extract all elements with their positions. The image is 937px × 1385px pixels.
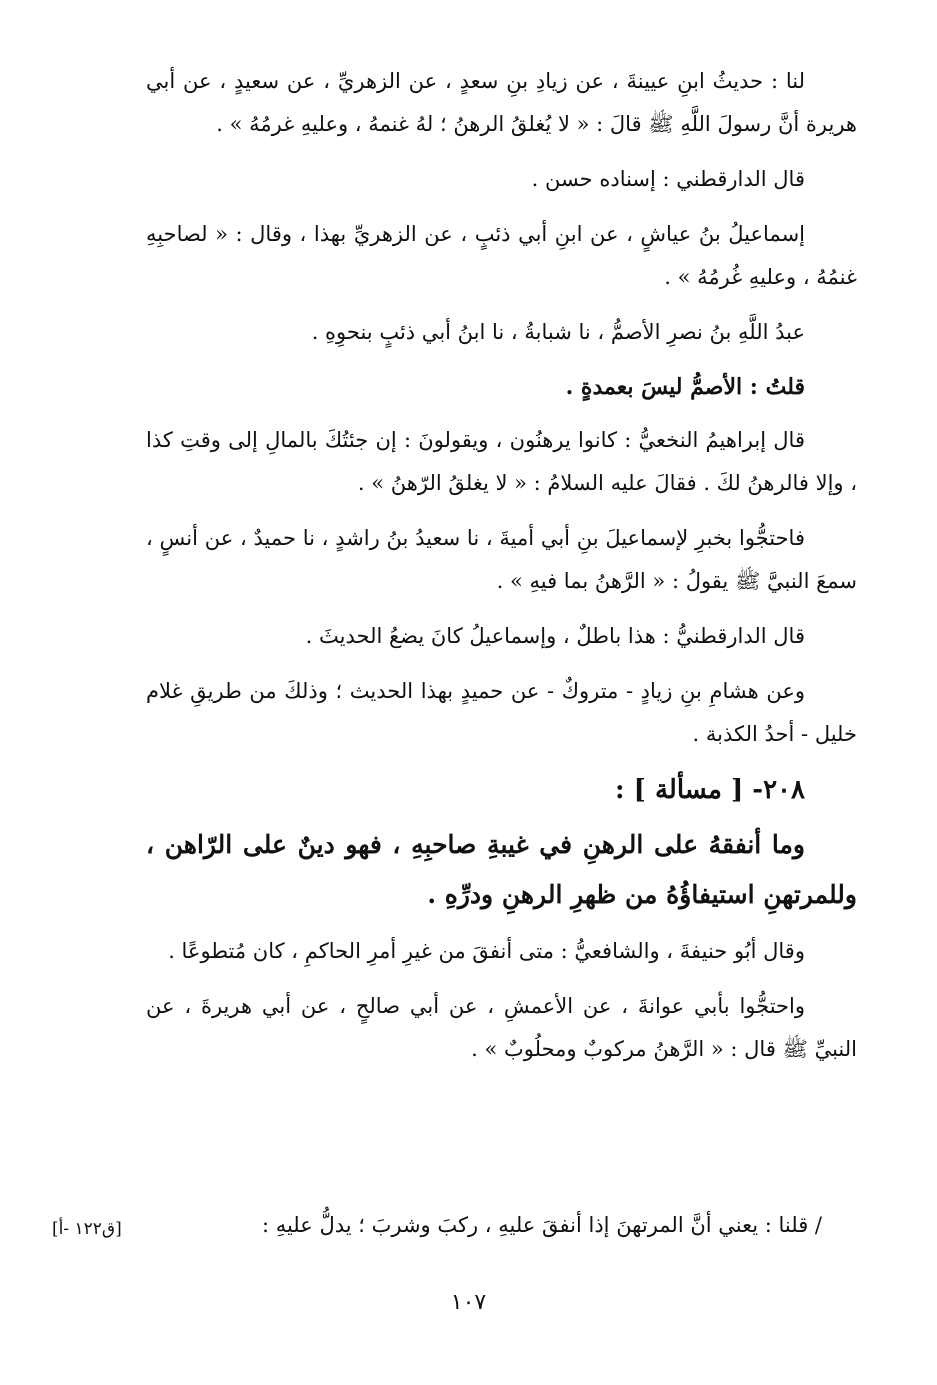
issue-heading: ٢٠٨- [ مسألة ] : <box>614 775 805 805</box>
paragraph-8: قال الدارقطنيُّ : هذا باطلٌ ، وإسماعيلُ كانَ يضعُ الحديثَ . <box>305 624 805 648</box>
paragraph-4: عبدُ اللَّهِ بنُ نصرِ الأصمُّ ، نا شبابةُ ، نا ابنُ أبي ذئبٍ بنحوِهِ . <box>311 320 805 344</box>
manuscript-folio-ref: [ق١٢٢ -أ] <box>52 1219 122 1239</box>
paragraph-1: لنا : حديثُ ابنِ عيينةَ ، عن زيادِ بنِ سعدٍ ، عن الزهريِّ ، عن سعيدٍ ، عن أبي هريرة أنَّ رسولَ اللَّهِ ﷺ قالَ : « لا يُغلقُ الرهنُ ؛ لهُ غنمهُ ، وعليهِ غرمُهُ » . <box>146 69 857 136</box>
page-body <box>146 60 857 1083</box>
paragraph-3: إسماعيلُ بنُ عياشٍ ، عن ابنِ أبي ذئبٍ ، عن الزهريِّ بهذا ، وقال : « لصاحبِهِ غنمُهُ ، وعليهِ غُرمُهُ » . <box>146 222 857 289</box>
page-number: ١٠٧ <box>450 1290 487 1315</box>
issue-statement: وما أنفقهُ على الرهنِ في غيبةِ صاحبِهِ ، فهو دينٌ على الرّاهن ، وللمرتهنِ استيفاؤُهُ من ظهرِ الرهنِ ودرِّهِ . <box>146 830 857 909</box>
paragraph-7: فاحتجُّوا بخبرِ لإسماعيلَ بنِ أبي أميةَ ، نا سعيدُ بنُ راشدٍ ، نا حميدٌ ، عن أنسٍ ، سمعَ النبيَّ ﷺ يقولُ : « الرَّهنُ بما فيهِ » . <box>146 526 857 593</box>
paragraph-6: قال إبراهيمُ النخعيُّ : كانوا يرهنُون ، ويقولونَ : إن جئتُكَ بالمالِ إلى وقتِ كذا ، وإلا فالرهنُ لكَ . فقالَ عليه السلامُ : « لا يغلقُ الرّهنُ » . <box>146 428 857 495</box>
paragraph-11: واحتجُّوا بأبي عوانةَ ، عن الأعمشِ ، عن أبي صالحٍ ، عن أبي هريرةَ ، عن النبيِّ ﷺ قال : « الرَّهنُ مركوبٌ ومحلُوبٌ » . <box>146 994 857 1061</box>
paragraph-10: وقال أبُو حنيفةَ ، والشافعيُّ : متى أنفقَ من غيرِ أمرِ الحاكمِ ، كان مُتطوعًا . <box>168 939 805 963</box>
paragraph-2: قال الدارقطني : إسناده حسن . <box>531 167 805 191</box>
last-line: / قلنا : يعني أنَّ المرتهنَ إذا أنفقَ عليهِ ، ركبَ وشربَ ؛ يدلُّ عليهِ : <box>261 1213 822 1237</box>
author-note: قلتُ : الأصمُّ ليسَ بعمدةٍ . <box>565 374 805 400</box>
paragraph-9: وعن هشامِ بنِ زيادٍ - متروكٌ - عن حميدٍ بهذا الحديث ؛ وذلكَ من طريقِ غلام خليل - أحدُ الكذبة . <box>146 679 857 746</box>
